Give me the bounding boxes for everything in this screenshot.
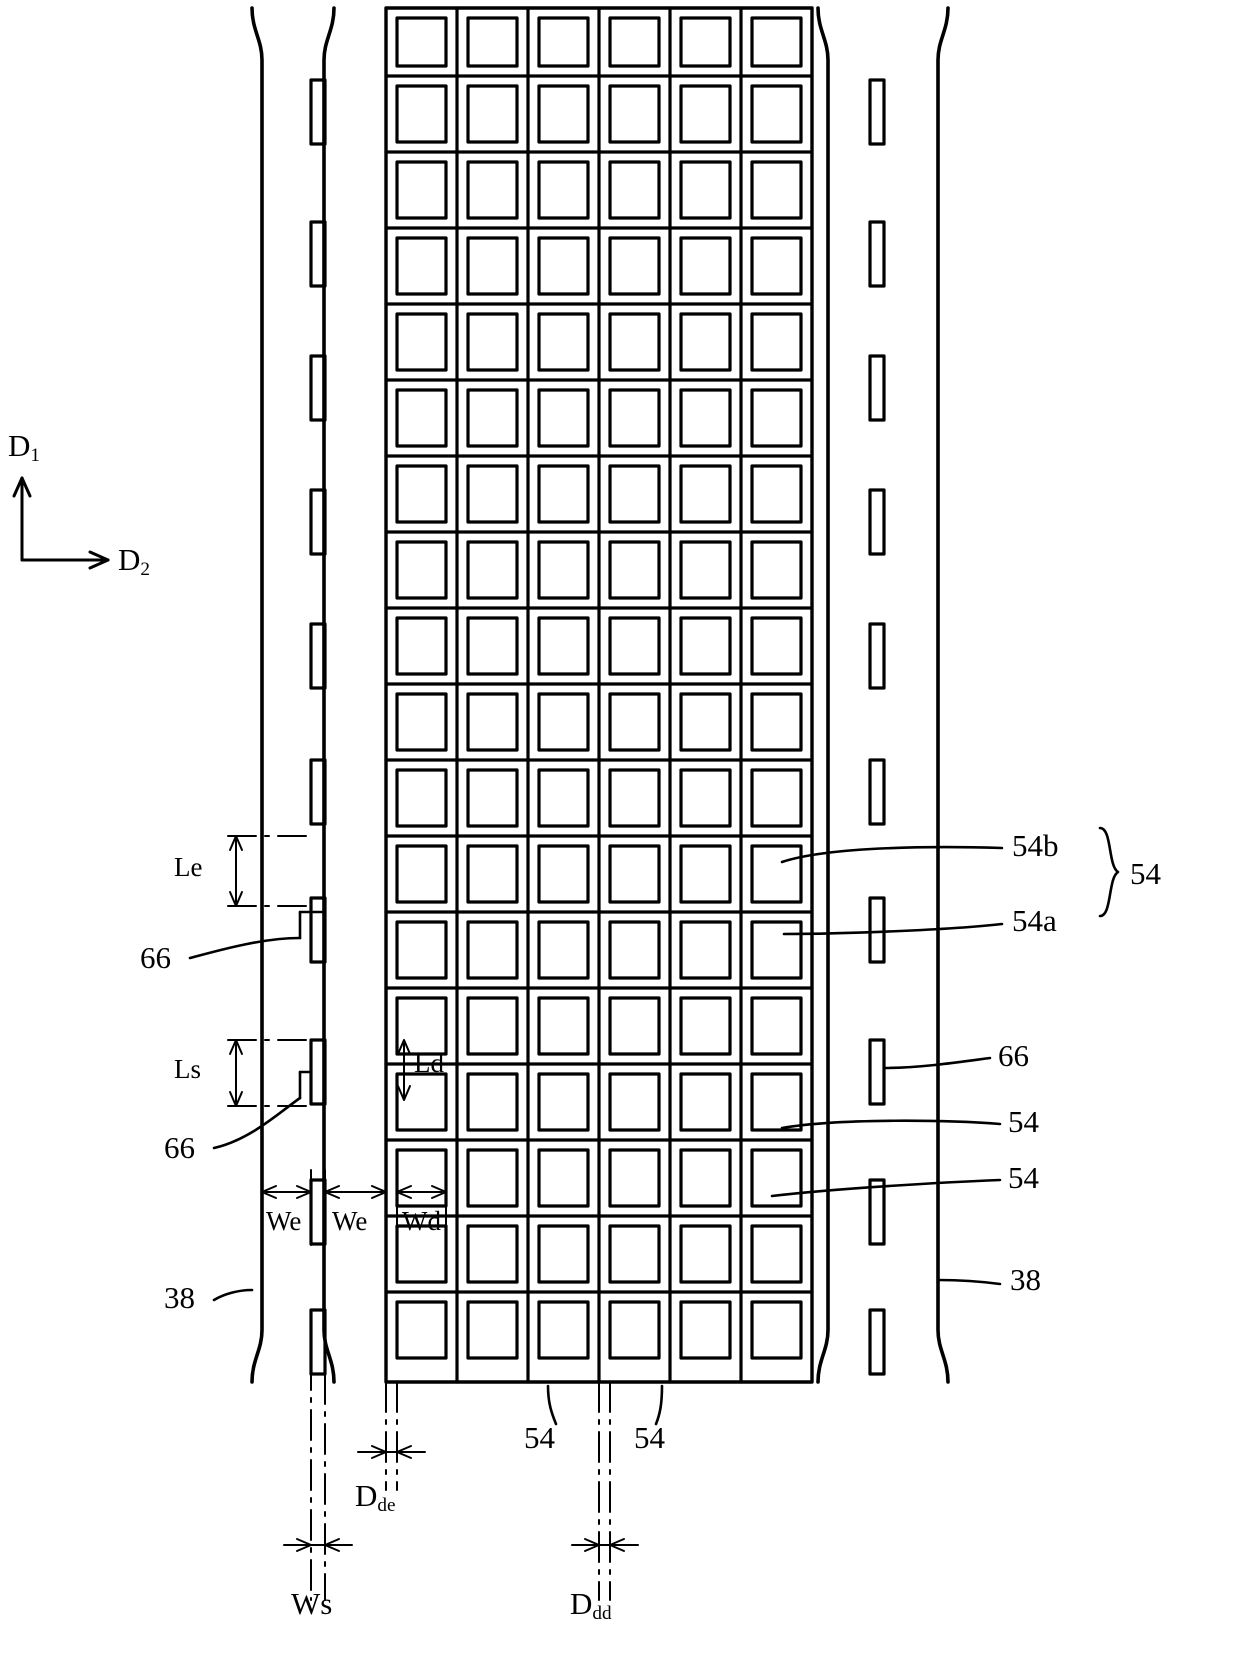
ref-66-left-upper: 66 (140, 940, 171, 975)
dim-Ws (284, 1539, 352, 1551)
dim-label-Ws: Ws (291, 1586, 333, 1621)
dim-Ddd (572, 1539, 638, 1551)
ref-54-right-lower: 54 (1008, 1160, 1039, 1195)
left-substrate-edge-left (252, 8, 262, 1382)
dim-label-Ddd: $D_{dd}$ (570, 1586, 612, 1624)
dim-label-We-right: We (332, 1206, 368, 1236)
leader-lines (190, 828, 1118, 1424)
axis-label-d1: $D_1$ (8, 428, 40, 466)
dim-label-Dde: $D_{de}$ (355, 1478, 396, 1516)
dim-Ld (398, 1040, 410, 1100)
bottom-centerlines (311, 1310, 610, 1600)
dim-label-Le: Le (174, 852, 203, 882)
ref-66-right: 66 (998, 1038, 1029, 1073)
ref-54-brace: 54 (1130, 856, 1161, 891)
right-substrate-edge-right (938, 8, 948, 1382)
dim-label-Wd: Wd (402, 1206, 441, 1236)
ref-38-left: 38 (164, 1280, 195, 1315)
ref-54-bottom-right: 54 (634, 1420, 665, 1455)
ref-54a: 54a (1012, 903, 1057, 938)
right-slit-marks (870, 80, 884, 1374)
right-substrate-edge-left (818, 8, 828, 1382)
ref-66-left-lower: 66 (164, 1130, 195, 1165)
dim-Le (228, 836, 310, 906)
ref-54-right-upper: 54 (1008, 1104, 1039, 1139)
dim-label-We-left: We (266, 1206, 302, 1236)
ref-54-bottom-left: 54 (524, 1420, 555, 1455)
axis-label-d2: $D_2$ (118, 542, 150, 580)
dim-Ls (228, 1040, 310, 1106)
direction-axes (14, 478, 108, 568)
dim-label-Ls: Ls (174, 1054, 201, 1084)
dim-label-Ld: Ld (414, 1048, 444, 1078)
ref-54b: 54b (1012, 828, 1059, 863)
dim-Dde (358, 1446, 425, 1458)
ref-38-right: 38 (1010, 1262, 1041, 1297)
